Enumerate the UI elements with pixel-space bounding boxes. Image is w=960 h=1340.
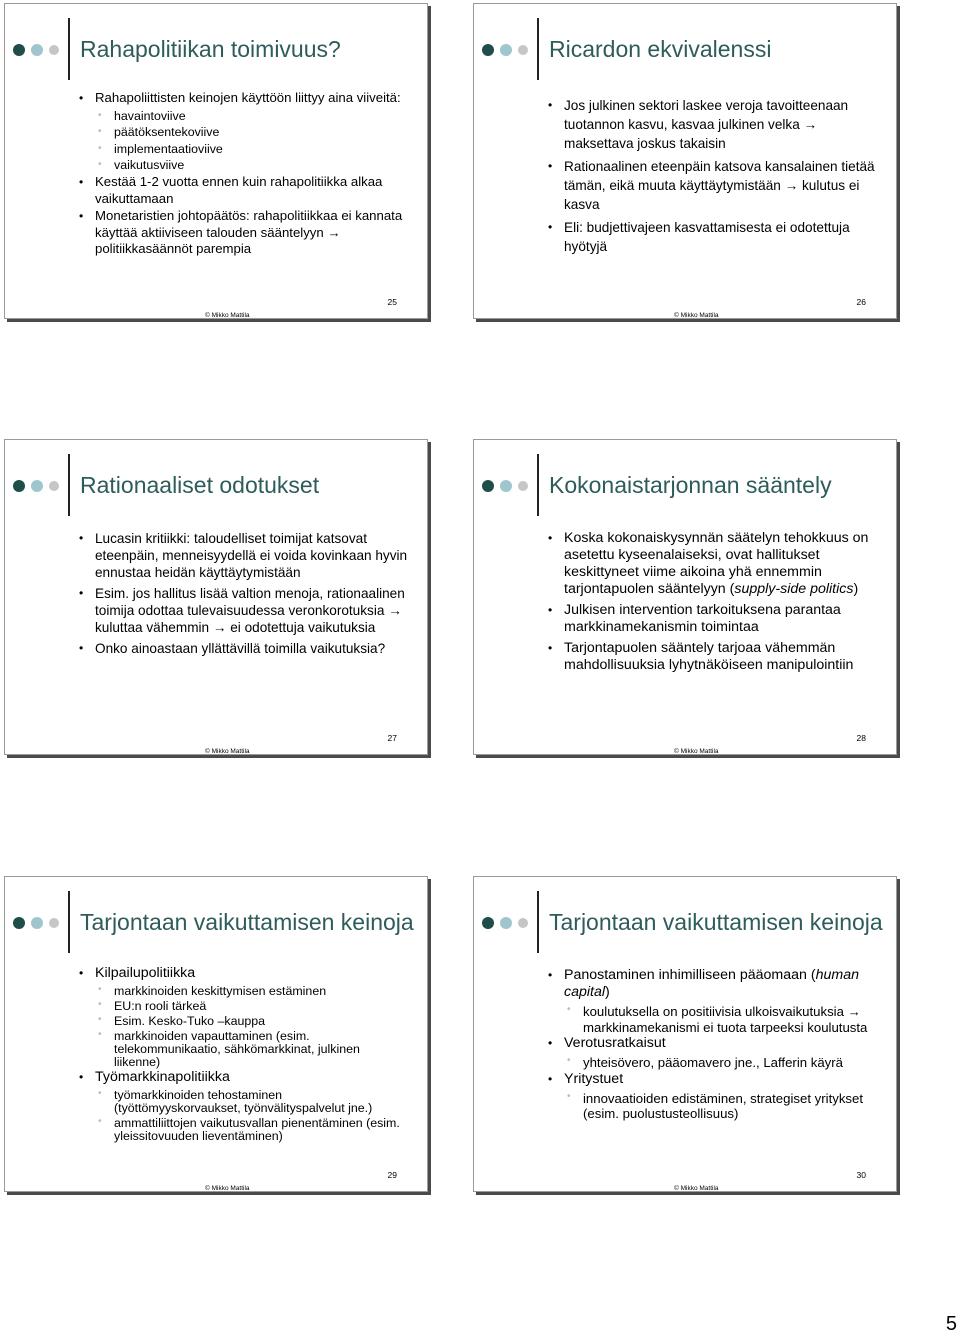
slide-number: 30 [856, 1170, 866, 1180]
bullet-dots-icon [482, 44, 532, 56]
sub-list-item: • vaikutusviive [77, 157, 409, 174]
author-credit: © Mikko Mattila [205, 312, 250, 319]
slide-body [77, 90, 409, 259]
list-item: • Tarjontapuolen sääntely tarjoaa vähemmän mahdollisuuksia lyhytnäköiseen manipulointiin [546, 640, 878, 674]
title-divider [537, 18, 539, 80]
slide-body [546, 967, 878, 1122]
title-divider [537, 891, 539, 953]
sub-list-item: • ammattiliittojen vaikutusvallan pienentäminen (esim. yleissitovuuden lieventäminen) [77, 1115, 409, 1143]
list-item-text: Koska kokonaiskysynnän säätelyn tehokkuus on asetettu kyseenalaiseksi, ovat hallitukset keskittyneet viime aikoina yhä ennemmin tarjontapuolen sääntelyyn [564, 530, 869, 597]
slide-title: Rationaaliset odotukset [80, 472, 320, 498]
list-item: • Koska kokonaiskysynnän säätelyn tehokkuus on asetettu kyseenalaiseksi, ovat hallitukset keskittyneet viime aikoina yhä ennemmin tarjontapuolen sääntelyyn (supply-side politics) [546, 530, 878, 598]
bullet-dots-icon [13, 44, 63, 56]
title-divider [68, 454, 70, 516]
sub-list-item: • työmarkkinoiden tehostaminen (työttömyyskorvaukset, työnvälityspalvelut jne.) [77, 1087, 409, 1115]
sub-list-item: • implementaatioviive [77, 141, 409, 158]
list-item: • Julkisen intervention tarkoituksena parantaa markkinamekanismin toimintaa [546, 602, 878, 636]
title-divider [68, 891, 70, 953]
list-item: • Rationaalinen eteenpäin katsova kansalainen tietää tämän, eikä muuta käyttäytymistään → kulutus ei kasva [546, 157, 878, 214]
slide-title: Rahapolitiikan toimivuus? [80, 36, 341, 62]
slide-title: Ricardon ekvivalenssi [549, 36, 772, 62]
slide-number: 29 [387, 1170, 397, 1180]
sub-list-item: • yhteisövero, pääomavero jne., Lafferin käyrä [546, 1053, 878, 1071]
slide-number: 28 [856, 733, 866, 743]
slide-title: Tarjontaan vaikuttamisen keinoja [80, 909, 414, 935]
sheet-page-number: 5 [945, 1313, 957, 1335]
italic-term: supply-side politics [734, 581, 854, 597]
list-item: • Työmarkkinapolitiikka [77, 1069, 409, 1086]
slide-30 [473, 876, 897, 1192]
list-item: • Kilpailupolitiikka [77, 965, 409, 982]
list-item: • Monetaristien johtopäätös: rahapolitiikkaa ei kannata käyttää aktiiviseen talouden sääntelyyn → politiikkasäännöt parempia [77, 208, 409, 258]
slide-29 [4, 876, 428, 1192]
list-item: • Onko ainoastaan yllättävillä toimilla vaikutuksia? [77, 640, 409, 657]
slide-body [546, 96, 878, 260]
slide-27 [4, 439, 428, 755]
slide-26 [473, 3, 897, 319]
author-credit: © Mikko Mattila [205, 1185, 250, 1192]
slide-title: Tarjontaan vaikuttamisen keinoja [549, 909, 883, 935]
bullet-dots-icon [13, 917, 63, 929]
slide-number: 25 [387, 297, 397, 307]
italic-term: human capital [564, 967, 859, 1000]
list-item: • Eli: budjettivajeen kasvattamisesta ei odotettuja hyötyjä [546, 218, 878, 256]
slide-body [77, 965, 409, 1143]
list-item: • Lucasin kritiikki: taloudelliset toimijat katsovat eteenpäin, menneisyydellä ei voida kovinkaan hyvin ennustaa heidän käyttäytymistään [77, 530, 409, 581]
sub-list-item: • EU:n rooli tärkeä [77, 998, 409, 1013]
author-credit: © Mikko Mattila [674, 748, 719, 755]
sub-list-item: • koulutuksella on positiivisia ulkoisvaikutuksia → markkinamekanismi ei tuota tarpeeksi koulutusta [546, 1002, 878, 1035]
list-item-text: Panostaminen inhimilliseen pääomaan [564, 967, 807, 983]
sub-list-item: • havaintoviive [77, 108, 409, 125]
author-credit: © Mikko Mattila [674, 312, 719, 319]
author-credit: © Mikko Mattila [205, 748, 250, 755]
sub-list-item: • päätöksentekoviive [77, 124, 409, 141]
slide-body [77, 530, 409, 661]
sub-list-item: • Esim. Kesko-Tuko –kauppa [77, 1013, 409, 1028]
list-item: • Rahapoliittisten keinojen käyttöön liittyy aina viiveitä: [77, 90, 409, 107]
bullet-dots-icon [13, 480, 63, 492]
slide-number: 27 [387, 733, 397, 743]
title-divider [537, 454, 539, 516]
list-item: • Yritystuet [546, 1071, 878, 1088]
list-item: • Jos julkinen sektori laskee veroja tavoitteenaan tuotannon kasvu, kasvaa julkinen velka → maksettava joskus takaisin [546, 96, 878, 153]
slide-28 [473, 439, 897, 755]
list-item: • Verotusratkaisut [546, 1035, 878, 1052]
sub-list-item: • markkinoiden keskittymisen estäminen [77, 983, 409, 998]
sub-list-item: • innovaatioiden edistäminen, strategiset yritykset (esim. puolustusteollisuus) [546, 1089, 878, 1122]
bullet-dots-icon [482, 480, 532, 492]
author-credit: © Mikko Mattila [674, 1185, 719, 1192]
title-divider [68, 18, 70, 80]
sub-list-item: • markkinoiden vapauttaminen (esim. telekommunikaatio, sähkömarkkinat, julkinen liikenne) [77, 1028, 409, 1069]
slide-number: 26 [856, 297, 866, 307]
list-item: • Kestää 1-2 vuotta ennen kuin rahapolitiikka alkaa vaikuttamaan [77, 174, 409, 207]
list-item: • Esim. jos hallitus lisää valtion menoja, rationaalinen toimija odottaa tulevaisuudessa veronkorotuksia → kuluttaa vähemmin → ei odotettuja vaikutuksia [77, 585, 409, 636]
slide-body [546, 530, 878, 678]
bullet-dots-icon [482, 917, 532, 929]
slide-title: Kokonaistarjonnan sääntely [549, 472, 832, 498]
list-item: • Panostaminen inhimilliseen pääomaan (human capital) [546, 967, 878, 1001]
slide-25 [4, 3, 428, 319]
